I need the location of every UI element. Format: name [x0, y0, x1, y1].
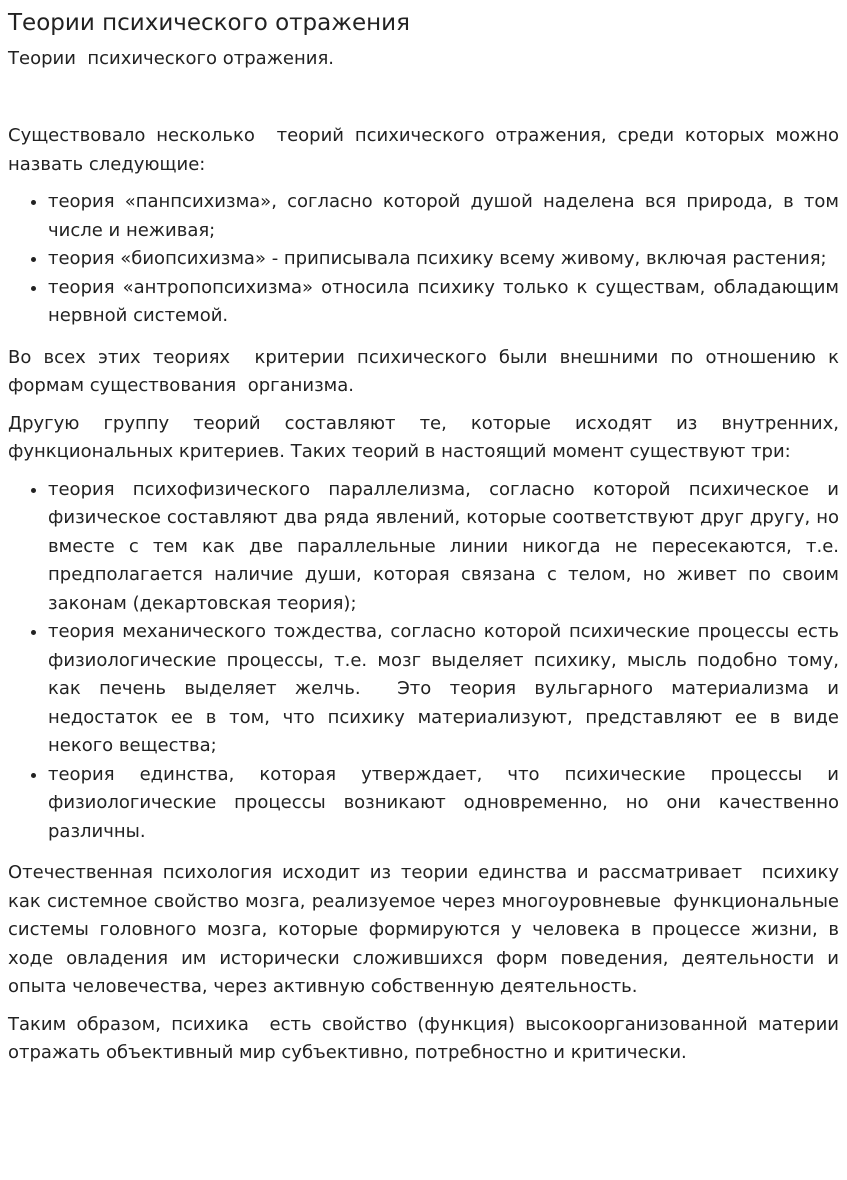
- list-item: • теория «панпсихизма», согласно которой душой наделена вся природа, в том числе и неживая;: [48, 188, 839, 245]
- paragraph-conclusion: Таким образом, психика есть свойство (функция) высокоорганизованной материи отражать объективный мир субъективно, потребностно и критически.: [8, 1013, 845, 1063]
- page-subtitle: Теории психического отражения.: [8, 48, 335, 69]
- theory-list-external: [8, 188, 845, 331]
- list-item: • теория психофизического параллелизма, согласно которой психическое и физическое составляют два ряда явлений, которые соответствуют друг другу, но вместе с тем как две параллельные линии никогда не пересекаются, т.е. предполагается наличие души, которая связана с телом, но живет по своим законам (декартовская теория);: [48, 476, 839, 619]
- paragraph-internal-group: Другую группу теорий составляют те, которые исходят из внутренних, функциональных критериев. Таких теорий в настоящий момент существуют три:: [8, 412, 845, 462]
- list-item: • теория единства, которая утверждает, что психические процессы и физиологические процессы возникают одновременно, но они качественно различны.: [48, 761, 839, 847]
- list-item: • теория «биопсихизма» - приписывала психику всему живому, включая растения;: [48, 245, 839, 274]
- list-item: • теория механического тождества, согласно которой психические процессы есть физиологические процессы, т.е. мозг выделяет психику, мысль подобно тому, как печень выделяет желчь. Это теория вульгарного материализма и недостаток ее в том, что психику материализуют, представляют ее в виде некого вещества;: [48, 618, 839, 761]
- list-item: • теория «антропопсихизма» относила психику только к существам, обладающим нервной системой.: [48, 274, 839, 331]
- article-body: [8, 122, 845, 1077]
- theory-list-internal: [8, 476, 845, 847]
- page-title: Теории психического отражения: [8, 10, 410, 36]
- paragraph-intro: Существовало несколько теорий психического отражения, среди которых можно назвать следующие:: [8, 125, 845, 175]
- paragraph-domestic-psychology: Отечественная психология исходит из теории единства и рассматривает психику как системное свойство мозга, реализуемое через многоуровневые функциональные системы головного мозга, которые формируются у человека в процессе жизни, в ходе овладения им исторически сложившихся форм поведения, деятельности и опыта человечества, через активную собственную деятельность.: [8, 862, 845, 997]
- paragraph-external-criteria: Во всех этих теориях критерии психического были внешними по отношению к формам существования организма.: [8, 346, 845, 396]
